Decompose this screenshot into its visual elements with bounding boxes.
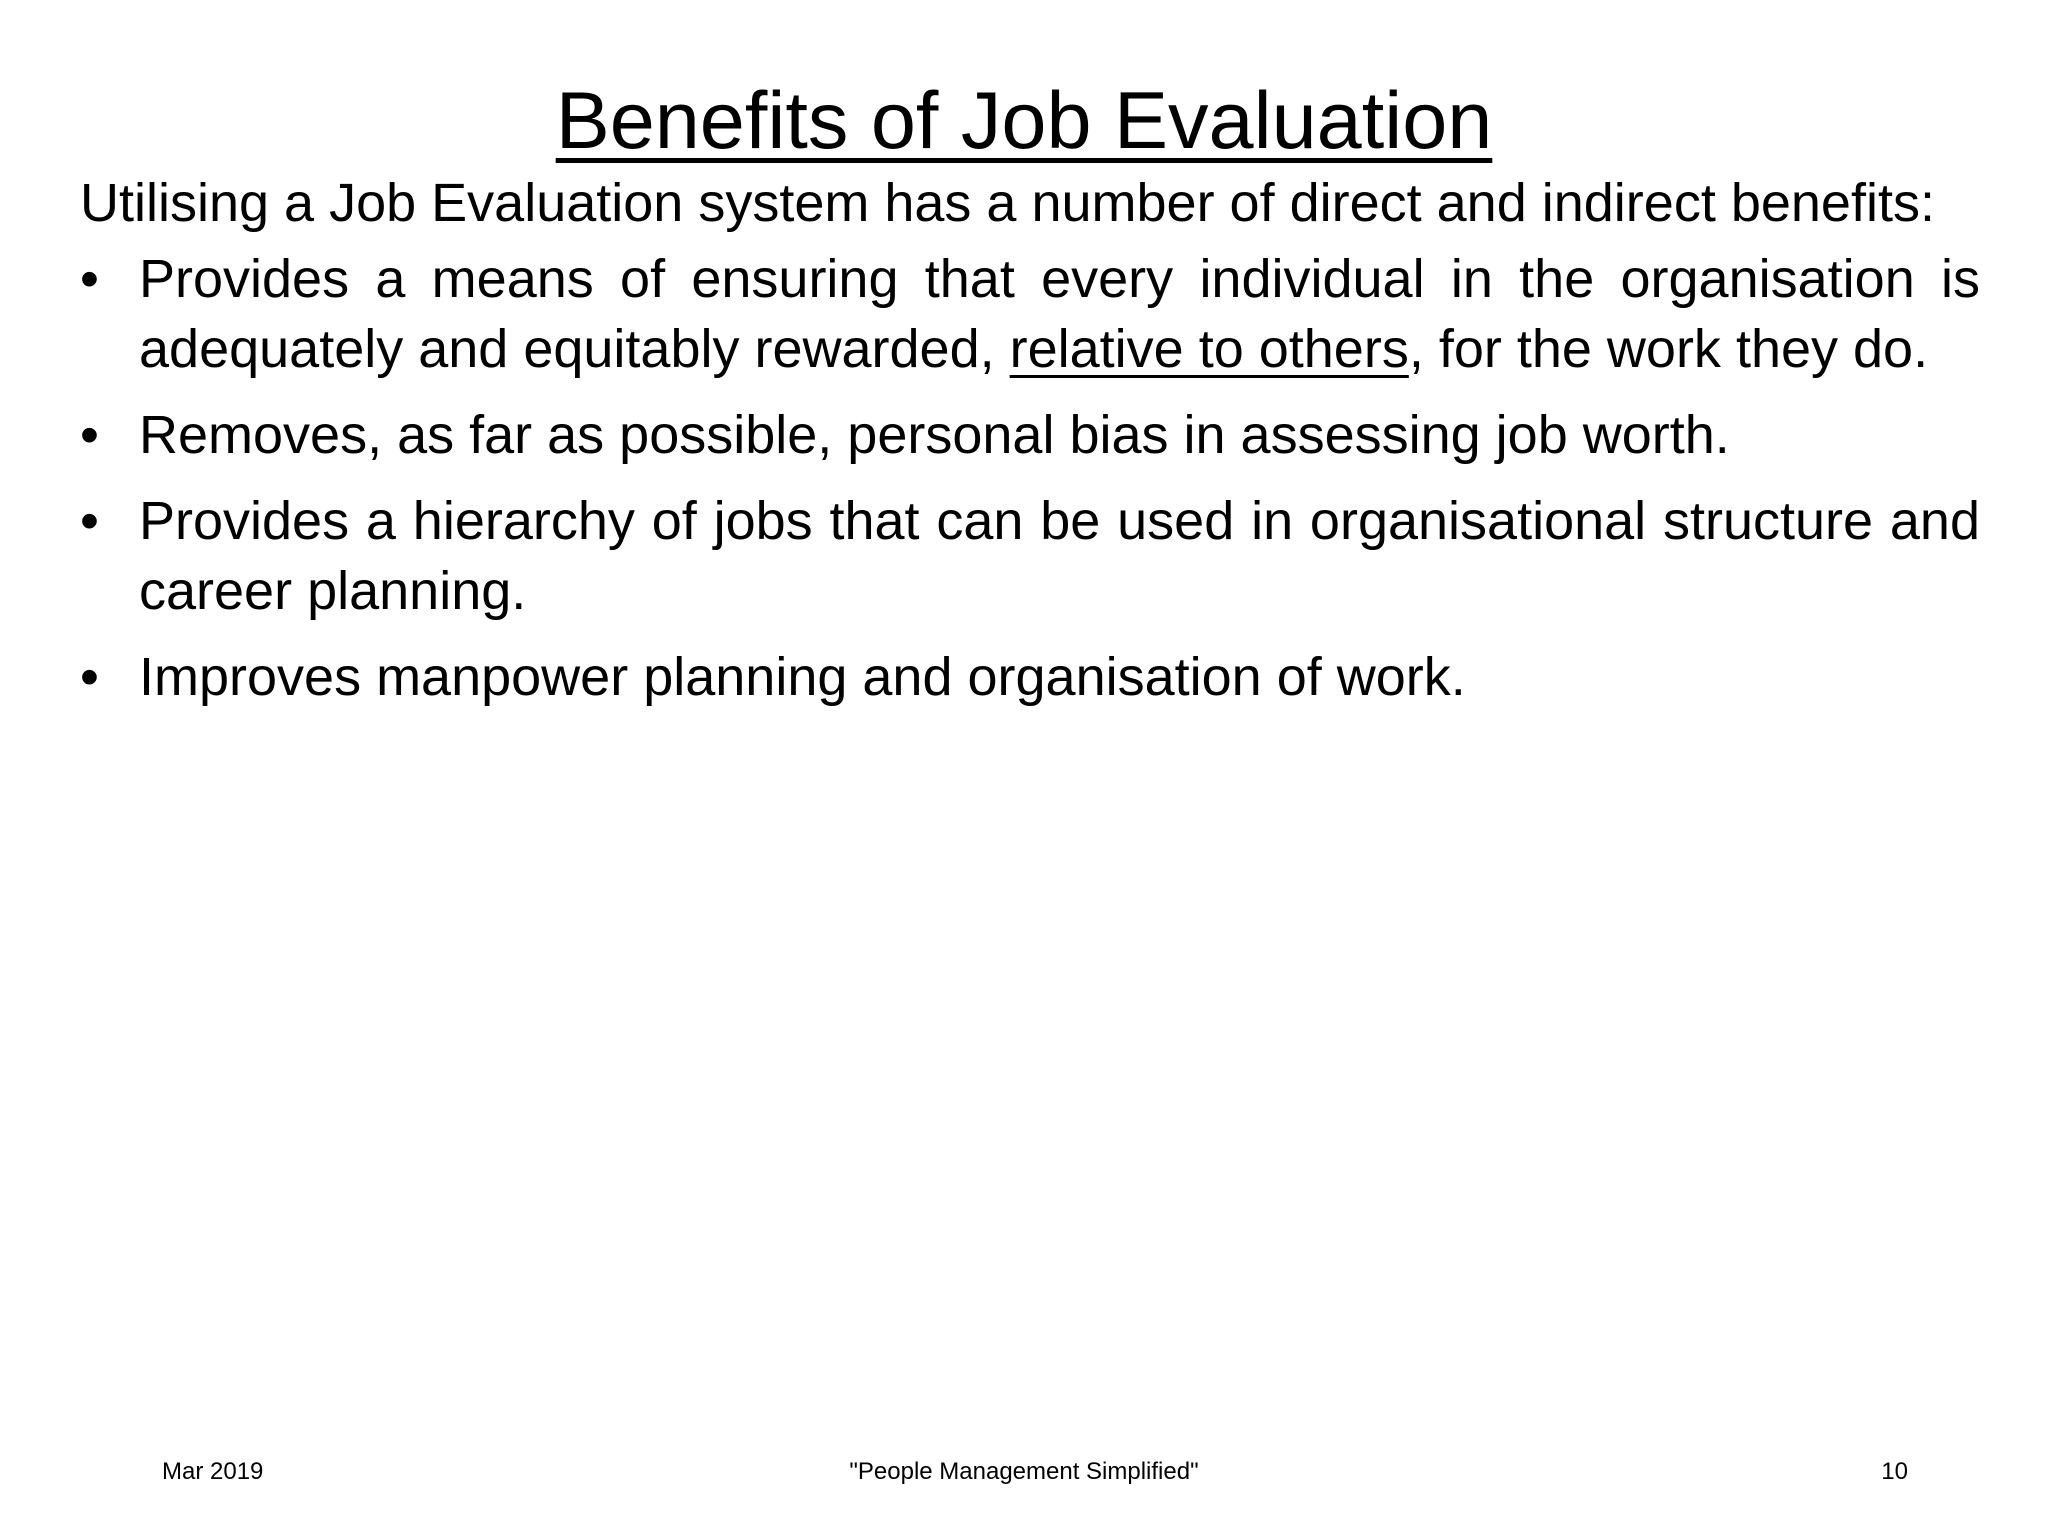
footer-page-number: 10 (1881, 1458, 1908, 1485)
list-item (80, 642, 1980, 712)
bullet-icon: • (80, 249, 99, 309)
bullet-icon: • (80, 647, 99, 707)
slide-title (0, 72, 2048, 170)
list-item (80, 486, 1980, 626)
list-item-text: Removes, as far as possible, personal bias in assessing job worth. (139, 405, 1730, 465)
list-item-text-before: Provides a means of ensuring that every individual in the organisation is adequately and equitably rewarded, (139, 249, 1980, 379)
list-item (80, 244, 1980, 384)
list-item-text: Provides a hierarchy of jobs that can be used in organisational structure and career planning. (139, 491, 1980, 621)
list-item (80, 400, 1980, 470)
list-item-text: Improves manpower planning and organisation of work. (139, 647, 1466, 707)
benefits-list (80, 244, 1980, 712)
bullet-icon: • (80, 405, 99, 465)
list-item-underlined-phrase: relative to others (1009, 319, 1409, 379)
slide-body (80, 168, 1980, 728)
list-item-text-after: , for the work they do. (1408, 319, 1929, 379)
intro-paragraph: Utilising a Job Evaluation system has a number of direct and indirect benefits: (80, 173, 1935, 233)
slide-title-text: Benefits of Job Evaluation (555, 76, 1493, 166)
footer-date: Mar 2019 (162, 1458, 264, 1485)
bullet-icon: • (80, 491, 99, 551)
footer-title: "People Management Simplified" (849, 1458, 1199, 1485)
